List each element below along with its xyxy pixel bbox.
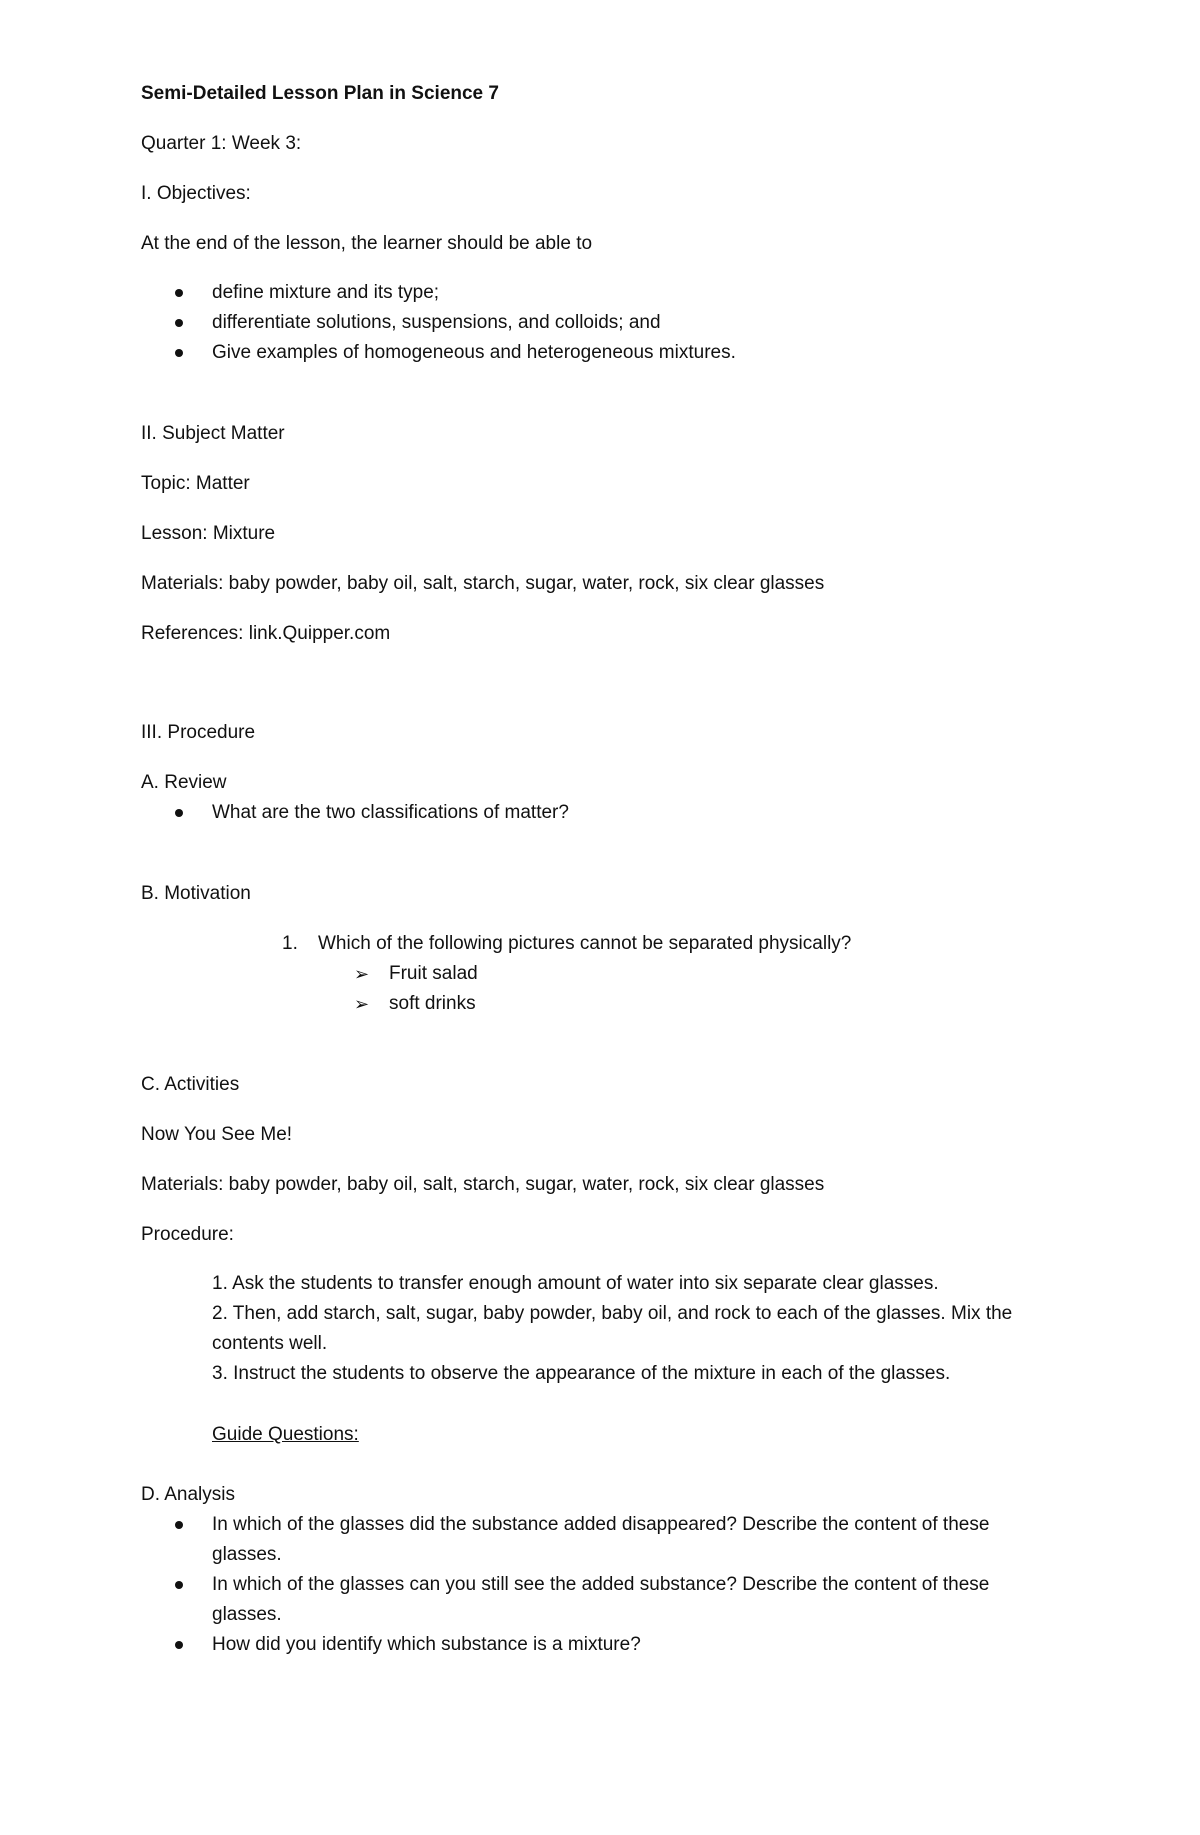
analysis-item-continued: glasses. — [212, 1544, 282, 1565]
analysis-heading: D. Analysis — [141, 1484, 235, 1505]
objective-item: define mixture and its type; — [212, 282, 440, 303]
motivation-option: soft drinks — [389, 993, 476, 1014]
bullet-icon — [175, 1581, 183, 1589]
bullet-icon — [175, 289, 183, 297]
motivation-number: 1. — [282, 933, 298, 954]
arrow-bullet-icon: ➢ — [354, 964, 370, 984]
motivation-heading: B. Motivation — [141, 883, 251, 904]
analysis-item-continued: glasses. — [212, 1604, 282, 1625]
review-heading: A. Review — [141, 772, 227, 793]
guide-questions-label: Guide Questions: — [212, 1424, 359, 1445]
topic-line: Topic: Matter — [141, 473, 250, 494]
objective-item: Give examples of homogeneous and heterogeneous mixtures. — [212, 342, 736, 363]
materials-line: Materials: baby powder, baby oil, salt, starch, sugar, water, rock, six clear glasses — [141, 573, 825, 594]
activity-procedure-label: Procedure: — [141, 1224, 234, 1245]
procedure-heading: III. Procedure — [141, 722, 256, 743]
objectives-intro: At the end of the lesson, the learner should be able to — [141, 233, 593, 254]
analysis-item: In which of the glasses did the substance added disappeared? Describe the content of these — [212, 1514, 990, 1535]
motivation-option: Fruit salad — [389, 963, 478, 984]
objectives-heading: I. Objectives: — [141, 183, 251, 204]
activity-step: contents well. — [212, 1333, 328, 1354]
analysis-item: In which of the glasses can you still see the added substance? Describe the content of these — [212, 1574, 990, 1595]
bullet-icon — [175, 1521, 183, 1529]
activity-materials: Materials: baby powder, baby oil, salt, starch, sugar, water, rock, six clear glasses — [141, 1174, 825, 1195]
subject-matter-heading: II. Subject Matter — [141, 423, 285, 444]
activity-step: 1. Ask the students to transfer enough amount of water into six separate clear glasses. — [212, 1273, 939, 1294]
bullet-icon — [175, 349, 183, 357]
activities-heading: C. Activities — [141, 1074, 240, 1095]
activity-step: 3. Instruct the students to observe the appearance of the mixture in each of the glasses. — [212, 1363, 951, 1384]
bullet-icon — [175, 809, 183, 817]
motivation-question: Which of the following pictures cannot be separated physically? — [318, 933, 852, 954]
lesson-line: Lesson: Mixture — [141, 523, 276, 544]
activity-step: 2. Then, add starch, salt, sugar, baby powder, baby oil, and rock to each of the glasses. Mix the — [212, 1303, 1013, 1324]
review-item: What are the two classifications of matter? — [212, 802, 569, 823]
arrow-bullet-icon: ➢ — [354, 994, 370, 1014]
bullet-icon — [175, 1641, 183, 1649]
objective-item: differentiate solutions, suspensions, and colloids; and — [212, 312, 661, 333]
analysis-item: How did you identify which substance is a mixture? — [212, 1634, 641, 1655]
quarter-label: Quarter 1: Week 3: — [141, 133, 302, 154]
document-title: Semi-Detailed Lesson Plan in Science 7 — [141, 83, 499, 104]
references-line: References: link.Quipper.com — [141, 623, 391, 644]
bullet-icon — [175, 319, 183, 327]
activity-title: Now You See Me! — [141, 1124, 293, 1145]
